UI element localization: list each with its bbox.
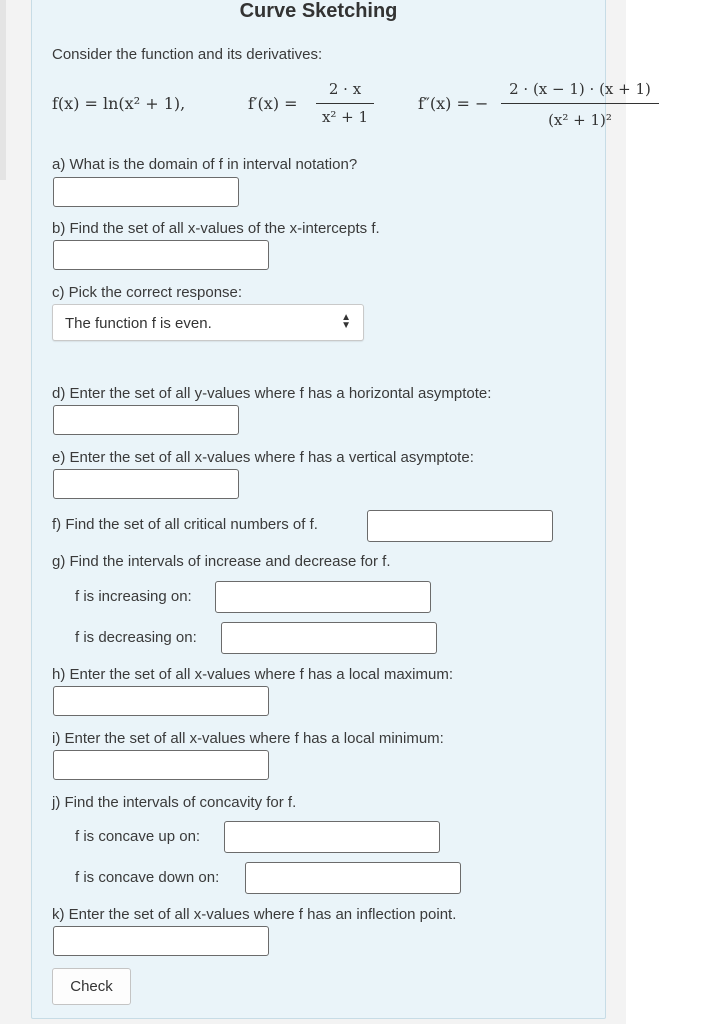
answer-increasing-input[interactable] [215,581,431,613]
label-concave-up: f is concave up on: [75,828,201,845]
question-b: b) Find the set of all x-values of the x-intercepts f. [52,220,380,237]
label-increasing: f is increasing on: [75,588,192,605]
question-f: f) Find the set of all critical numbers of f. [52,516,318,533]
question-a: a) What is the domain of f in interval notation? [52,156,358,173]
answer-i-input[interactable] [53,750,269,780]
formula-fp-fraction-bar [316,103,374,104]
response-select-value: The function f is even. [65,315,212,332]
question-e: e) Enter the set of all x-values where f has a vertical asymptote: [52,449,474,466]
answer-decreasing-input[interactable] [221,622,437,654]
question-card [31,0,651,1019]
answer-h-input[interactable] [53,686,269,716]
right-margin [626,0,701,1024]
answer-a-input[interactable] [53,177,239,207]
formula-fpp-fraction-bar [501,103,659,104]
question-j: j) Find the intervals of concavity for f. [52,794,297,811]
intro-text: Consider the function and its derivatives: [52,46,323,63]
question-d: d) Enter the set of all y-values where f has a horizontal asymptote: [52,385,492,402]
question-g: g) Find the intervals of increase and decrease for f. [52,553,391,570]
question-i: i) Enter the set of all x-values where f has a local minimum: [52,730,444,747]
answer-b-input[interactable] [53,240,269,270]
check-button[interactable]: Check [52,968,131,1005]
formula-fp-numerator: 2 · x [328,80,362,98]
formula-fpp-denominator: (x² + 1)² [548,111,612,129]
page-title: Curve Sketching [239,0,398,22]
formula-fpp-numerator: 2 · (x − 1) · (x + 1) [509,80,651,98]
formula-fp-denominator: x² + 1 [321,108,369,126]
response-select[interactable] [52,304,364,341]
formula-fpp-lhs: f″(x) = − [418,94,489,113]
question-h: h) Enter the set of all x-values where f has a local maximum: [52,666,454,683]
answer-f-input[interactable] [367,510,553,542]
select-updown-icon: ▲ ▼ [341,312,351,331]
answer-e-input[interactable] [53,469,239,499]
answer-concave-down-input[interactable] [245,862,461,894]
label-concave-down: f is concave down on: [75,869,220,886]
answer-concave-up-input[interactable] [224,821,440,853]
answer-d-input[interactable] [53,405,239,435]
label-decreasing: f is decreasing on: [75,629,197,646]
question-c: c) Pick the correct response: [52,284,243,301]
answer-k-input[interactable] [53,926,269,956]
left-edge [0,0,6,180]
formula-fp-lhs: f′(x) = [248,94,298,113]
question-k: k) Enter the set of all x-values where f has an inflection point. [52,906,457,923]
formula-f: f(x) = ln(x² + 1), [52,94,186,113]
